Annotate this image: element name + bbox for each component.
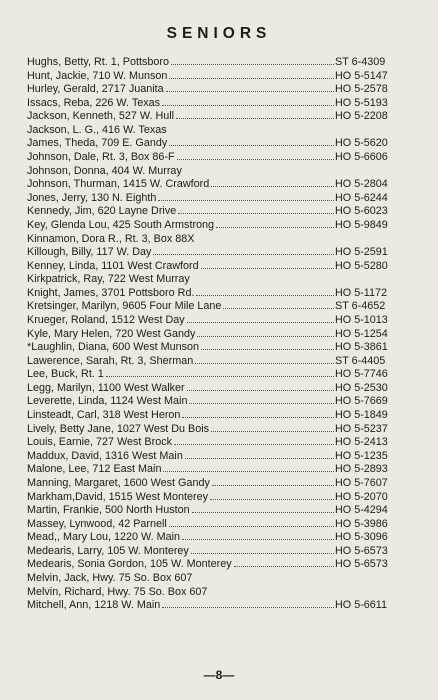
list-item (27, 110, 416, 124)
student-name-address: Knight, James, 3701 Pottsboro Rd. (27, 286, 195, 299)
student-name-address: Massey, Lynwood, 42 Parnell (27, 517, 167, 530)
phone-number: HO 5-6244 (335, 191, 388, 204)
phone-number: HO 5-5193 (335, 96, 388, 109)
list-item (27, 423, 416, 437)
list-item (27, 409, 416, 423)
student-name-address: James, Theda, 709 E. Gandy (27, 137, 168, 150)
list-item (27, 287, 416, 301)
student-name-address: Johnson, Thurman, 1415 W. Crawford (27, 178, 210, 191)
phone-number: HO 5-2578 (335, 83, 388, 96)
list-item (27, 572, 416, 586)
phone-number: HO 5-5147 (335, 69, 388, 82)
student-name-address: Lively, Betty Jane, 1027 West Du Bois (27, 422, 210, 435)
list-item (27, 504, 416, 518)
phone-number: HO 5-1172 (335, 286, 388, 299)
dot-leader (169, 145, 334, 146)
student-name-address: Kirkpatrick, Ray, 722 West Murray (27, 273, 190, 286)
phone-number: HO 5-7669 (335, 395, 388, 408)
student-name-address: Manning, Margaret, 1600 West Gandy (27, 476, 210, 489)
student-name-address: Jones, Jerry, 130 N. Eighth (27, 191, 157, 204)
dot-leader (210, 499, 334, 500)
dot-leader (177, 159, 334, 160)
list-item (27, 178, 416, 192)
dot-leader (192, 512, 334, 513)
dot-leader (182, 417, 334, 418)
list-item (27, 83, 416, 97)
student-name-address: Johnson, Donna, 404 W. Murray (27, 164, 182, 177)
list-item (27, 56, 416, 70)
phone-number: HO 5-7607 (335, 476, 388, 489)
dot-leader (223, 308, 334, 309)
phone-number: HO 5-1849 (335, 409, 388, 422)
student-name-address: Johnson, Dale, Rt. 3, Box 86-F (27, 151, 175, 164)
dot-leader (211, 186, 334, 187)
student-name-address: Issacs, Reba, 226 W. Texas (27, 96, 161, 109)
dot-leader (197, 336, 334, 337)
phone-number: HO 5-6573 (335, 558, 388, 571)
phone-number: HO 5-3986 (335, 517, 388, 530)
phone-number: HO 5-2893 (335, 463, 388, 476)
dot-leader (162, 607, 334, 608)
list-item (27, 545, 416, 559)
list-item (27, 300, 416, 314)
list-item (27, 165, 416, 179)
student-name-address: Jackson, L. G., 416 W. Texas (27, 123, 167, 136)
list-item (27, 260, 416, 274)
student-name-address: Kretsinger, Marilyn, 9605 Four Mile Lane (27, 300, 222, 313)
list-item (27, 463, 416, 477)
phone-number: ST 6-4309 (335, 56, 386, 68)
student-name-address: Louis, Earnie, 727 West Brock (27, 436, 173, 449)
student-name-address: Melvin, Jack, Hwy. 75 So. Box 607 (27, 571, 193, 584)
student-name-address: Lee, Buck, Rt. 1 (27, 368, 104, 381)
list-item (27, 151, 416, 165)
dot-leader (211, 431, 334, 432)
phone-number: HO 5-7746 (335, 368, 388, 381)
student-name-address: Kyle, Mary Helen, 720 West Gandy (27, 327, 196, 340)
student-name-address: Key, Glenda Lou, 425 South Armstrong (27, 218, 215, 231)
student-name-address: Killough, Billy, 117 W. Day (27, 246, 152, 259)
student-name-address: Markham,David, 1515 West Monterey (27, 490, 209, 503)
list-item (27, 97, 416, 111)
phone-number: HO 5-3861 (335, 341, 388, 354)
list-item (27, 436, 416, 450)
dot-leader (106, 376, 334, 377)
phone-number: ST 6-4405 (335, 354, 386, 367)
list-item (27, 124, 416, 138)
phone-number: HO 5-2208 (335, 110, 388, 123)
list-item (27, 192, 416, 206)
list-item (27, 395, 416, 409)
student-name-address: Kenney, Linda, 1101 West Crawford (27, 259, 199, 272)
phone-number: ST 6-4652 (335, 300, 386, 313)
phone-number: HO 5-1235 (335, 449, 388, 462)
dot-leader (166, 91, 334, 92)
list-item (27, 70, 416, 84)
student-name-address: Mitchell, Ann, 1218 W. Main (27, 599, 161, 612)
phone-number: HO 5-5620 (335, 137, 388, 150)
phone-number: HO 5-9849 (335, 218, 388, 231)
list-item (27, 450, 416, 464)
dot-leader (174, 444, 334, 445)
dot-leader (153, 254, 334, 255)
phone-number: HO 5-5237 (335, 422, 388, 435)
list-item (27, 205, 416, 219)
list-item (27, 355, 416, 369)
list-item (27, 599, 416, 613)
student-name-address: Krueger, Roland, 1512 West Day (27, 313, 185, 326)
dot-leader (182, 539, 334, 540)
student-name-address: Linsteadt, Carl, 318 West Heron (27, 409, 181, 422)
list-item (27, 382, 416, 396)
student-name-address: Medearis, Sonia Gordon, 105 W. Monterey (27, 558, 232, 571)
dot-leader (189, 403, 334, 404)
student-name-address: Jackson, Kenneth, 527 W. Hull (27, 110, 175, 123)
list-item (27, 586, 416, 600)
list-item (27, 477, 416, 491)
dot-leader (158, 200, 334, 201)
student-name-address: Lawerence, Sarah, Rt. 3, Sherman (27, 354, 194, 367)
phone-number: HO 5-6023 (335, 205, 388, 218)
list-item (27, 219, 416, 233)
student-name-address: Malone, Lee, 712 East Main (27, 463, 162, 476)
dot-leader (185, 458, 334, 459)
dot-leader (163, 471, 334, 472)
dot-leader (212, 485, 334, 486)
student-name-address: Hurley, Gerald, 2717 Juanita (27, 83, 164, 96)
phone-number: HO 5-3096 (335, 531, 388, 544)
student-name-address: Hunt, Jackie, 710 W. Munson (27, 69, 168, 82)
list-item (27, 314, 416, 328)
dot-leader (216, 227, 334, 228)
phone-number: HO 5-2591 (335, 246, 388, 259)
student-name-address: Maddux, David, 1316 West Main (27, 449, 183, 462)
list-item (27, 531, 416, 545)
phone-number: HO 5-1254 (335, 327, 388, 340)
dot-leader (234, 566, 334, 567)
dot-leader (162, 105, 334, 106)
dot-leader (169, 526, 334, 527)
student-name-address: Martin, Frankie, 500 North Huston (27, 504, 190, 517)
phone-number: HO 5-1013 (335, 313, 388, 326)
dot-leader (169, 78, 334, 79)
list-item (27, 233, 416, 247)
phone-number: HO 5-2413 (335, 436, 388, 449)
phone-number: HO 5-2070 (335, 490, 388, 503)
list-item (27, 518, 416, 532)
list-item (27, 328, 416, 342)
list-item (27, 558, 416, 572)
dot-leader (187, 322, 334, 323)
phone-number: HO 5-6573 (335, 544, 388, 557)
dot-leader (178, 213, 334, 214)
dot-leader (191, 553, 334, 554)
list-item (27, 491, 416, 505)
phone-number: HO 5-6606 (335, 151, 388, 164)
section-heading: SENIORS (166, 25, 272, 42)
student-name-address: *Laughlin, Diana, 600 West Munson (27, 341, 200, 354)
student-name-address: Hughs, Betty, Rt. 1, Pottsboro (27, 56, 170, 68)
page-number: —8— (203, 668, 235, 682)
dot-leader (195, 363, 334, 364)
student-name-address: Kennedy, Jim, 620 Layne Drive (27, 205, 177, 218)
student-name-address: Legg, Marilyn, 1100 West Walker (27, 381, 185, 394)
list-item (27, 273, 416, 287)
phone-number: HO 5-2530 (335, 381, 388, 394)
list-item (27, 137, 416, 151)
dot-leader (196, 295, 334, 296)
list-item (27, 341, 416, 355)
student-list (27, 56, 416, 613)
student-name-address: Medearis, Larry, 105 W. Monterey (27, 544, 189, 557)
phone-number: HO 5-4294 (335, 504, 388, 517)
dot-leader (201, 268, 334, 269)
list-item (27, 246, 416, 260)
dot-leader (201, 349, 334, 350)
dot-leader (176, 118, 334, 119)
phone-number: HO 5-2804 (335, 178, 388, 191)
student-name-address: Mead,, Mary Lou, 1220 W. Main (27, 531, 181, 544)
student-name-address: Kinnamon, Dora R., Rt. 3, Box 88X (27, 232, 195, 245)
phone-number: HO 5-5280 (335, 259, 388, 272)
dot-leader (171, 64, 334, 65)
phone-number: HO 5-6611 (335, 599, 388, 612)
student-name-address: Leverette, Linda, 1124 West Main (27, 395, 188, 408)
list-item (27, 368, 416, 382)
student-name-address: Melvin, Richard, Hwy. 75 So. Box 607 (27, 585, 208, 598)
dot-leader (187, 390, 334, 391)
